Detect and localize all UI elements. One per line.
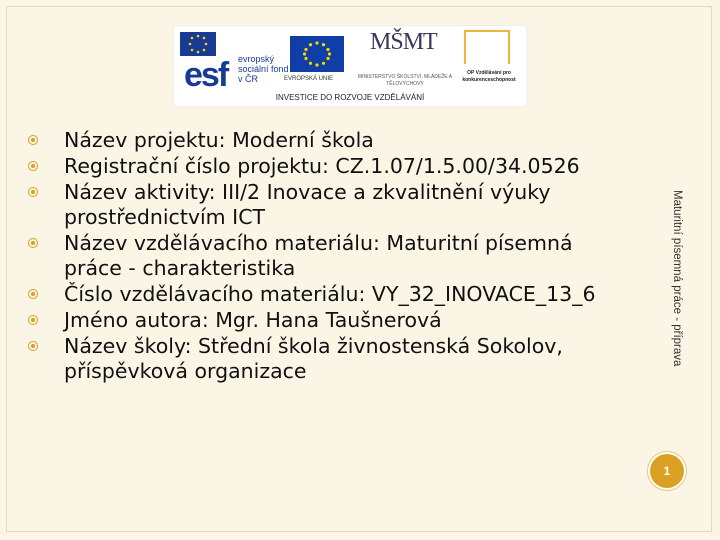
list-item — [28, 154, 628, 179]
item-value: : Moderní škola — [218, 128, 374, 152]
item-label: Název aktivity — [64, 180, 209, 204]
bullet-icon — [28, 187, 38, 197]
op-label: OP Vzdělávání pro konkurenceschopnost — [462, 70, 516, 83]
list-item — [28, 334, 628, 384]
list-item — [28, 282, 628, 307]
project-info-list — [28, 128, 628, 385]
eu-flag-icon — [290, 36, 344, 72]
item-value: : Maturitní písemná práce - charakteristika — [64, 231, 573, 280]
bullet-icon — [28, 289, 38, 299]
item-value: : III/2 Inovace a zkvalitnění výuky prostřednictvím ICT — [64, 180, 551, 229]
msmt-label: MINISTERSTVO ŠKOLSTVÍ, MLÁDEŽE A TĚLOVÝCHOVY — [357, 74, 453, 87]
item-label: Název vzdělávacího materiálu — [64, 231, 373, 255]
item-value: : VY_32_INOVACE_13_6 — [358, 282, 596, 306]
esf-subtitle: evropský sociální fond v ČR — [238, 54, 289, 84]
item-label: Jméno autora — [64, 308, 202, 332]
list-item — [28, 180, 628, 230]
bullet-icon — [28, 135, 38, 145]
list-item — [28, 308, 628, 333]
item-label: Název školy — [64, 334, 185, 358]
bullet-icon — [28, 315, 38, 325]
item-value: : CZ.1.07/1.5.00/34.0526 — [321, 154, 580, 178]
page-number: 1 — [650, 454, 684, 488]
item-value: : Střední škola živnostenská Sokolov, příspěvková organizace — [64, 334, 563, 383]
eu-label: EVROPSKÁ UNIE — [284, 76, 334, 82]
esf-logo: esf — [184, 56, 228, 94]
item-label: Registrační číslo projektu — [64, 154, 322, 178]
list-item — [28, 128, 628, 153]
op-house-icon — [464, 30, 510, 64]
msmt-logo: MŠMT — [370, 29, 437, 55]
bullet-icon — [28, 238, 38, 248]
item-label: Název projektu — [64, 128, 219, 152]
list-item — [28, 231, 628, 281]
item-label: Číslo vzdělávacího materiálu — [64, 282, 359, 306]
eu-stars-icon — [180, 32, 216, 56]
investment-slogan: INVESTICE DO ROZVOJE VZDĚLÁVÁNÍ — [275, 93, 425, 102]
side-caption: Maturitní písemná práce - příprava — [671, 190, 683, 367]
bullet-icon — [28, 341, 38, 351]
bullet-icon — [28, 161, 38, 171]
item-value: : Mgr. Hana Taušnerová — [201, 308, 442, 332]
logo-banner — [174, 26, 526, 106]
side-caption-wrap — [667, 190, 687, 378]
